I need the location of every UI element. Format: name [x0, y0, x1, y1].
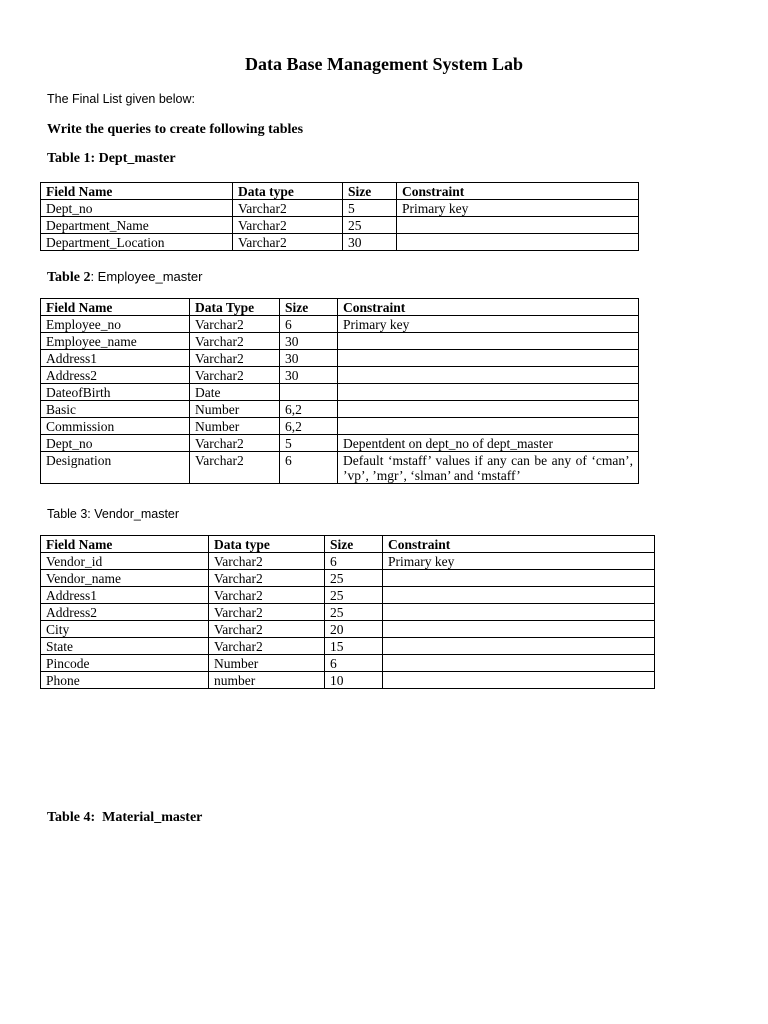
table-cell: Varchar2 [233, 234, 343, 251]
table2-label-prefix: Table 2 [47, 270, 91, 285]
table-cell: Address2 [41, 604, 209, 621]
header-cell: Data type [209, 536, 325, 553]
table-cell: State [41, 638, 209, 655]
table-cell: 20 [325, 621, 383, 638]
table-cell: Primary key [383, 553, 655, 570]
table-cell: 25 [325, 587, 383, 604]
table-cell: Commission [41, 418, 190, 435]
table-header-row [41, 183, 639, 200]
header-cell: Size [280, 299, 338, 316]
table-cell: 25 [325, 604, 383, 621]
table-cell: 6 [280, 316, 338, 333]
table-cell: 5 [343, 200, 397, 217]
table3-label: Table 3: Vendor_master [47, 507, 180, 521]
table-row [41, 638, 655, 655]
table4-label: Table 4: Material_master [47, 810, 203, 825]
table-cell: Varchar2 [190, 367, 280, 384]
table-row [41, 234, 639, 251]
table-cell: 15 [325, 638, 383, 655]
table-cell: Employee_name [41, 333, 190, 350]
table-cell [338, 418, 639, 435]
table-cell [383, 655, 655, 672]
table-cell: DateofBirth [41, 384, 190, 401]
table-cell: Varchar2 [233, 200, 343, 217]
table-cell: Varchar2 [190, 452, 280, 484]
header-cell: Field Name [41, 299, 190, 316]
table-cell [338, 333, 639, 350]
header-cell: Field Name [41, 183, 233, 200]
table1-label [47, 151, 176, 167]
table-cell: Address1 [41, 587, 209, 604]
table-cell: 6 [280, 452, 338, 484]
table-cell [397, 234, 639, 251]
table-row [41, 604, 655, 621]
table-row [41, 333, 639, 350]
table-row [41, 316, 639, 333]
table-row [41, 367, 639, 384]
table2-label [47, 269, 202, 286]
header-cell: Field Name [41, 536, 209, 553]
instruction-heading: Write the queries to create following tables [47, 122, 304, 137]
header-cell: Size [325, 536, 383, 553]
table-cell: Depentdent on dept_no of dept_master [338, 435, 639, 452]
table-row [41, 384, 639, 401]
table1-label-name: Dept_master [98, 151, 176, 166]
table-cell: Dept_no [41, 200, 233, 217]
table-cell: 6 [325, 655, 383, 672]
table-row [41, 621, 655, 638]
table-cell: Varchar2 [190, 333, 280, 350]
table-cell: 5 [280, 435, 338, 452]
table-cell: Varchar2 [209, 604, 325, 621]
table-row [41, 200, 639, 217]
document-title: Data Base Management System Lab [245, 54, 523, 74]
table-cell: Primary key [338, 316, 639, 333]
table-row [41, 452, 639, 484]
table-cell [338, 384, 639, 401]
table1-label-prefix: Table 1: [47, 151, 96, 166]
table-cell: Phone [41, 672, 209, 689]
table2-label-name: : Employee_master [90, 269, 203, 284]
table-cell [383, 621, 655, 638]
table-cell: Dept_no [41, 435, 190, 452]
table-cell [383, 570, 655, 587]
table-cell: Varchar2 [209, 587, 325, 604]
table-cell [338, 367, 639, 384]
header-cell: Data Type [190, 299, 280, 316]
table-header-row [41, 536, 655, 553]
table-row [41, 217, 639, 234]
table-cell: Varchar2 [190, 435, 280, 452]
table-cell: Varchar2 [209, 638, 325, 655]
table-cell: 30 [280, 350, 338, 367]
vendor-master-table [40, 535, 655, 689]
table-row [41, 672, 655, 689]
table-cell: 25 [325, 570, 383, 587]
table-cell [383, 604, 655, 621]
table-cell [280, 384, 338, 401]
table-cell: City [41, 621, 209, 638]
table-header-row [41, 299, 639, 316]
table-cell: Employee_no [41, 316, 190, 333]
table-cell: Date [190, 384, 280, 401]
table-cell: 6,2 [280, 401, 338, 418]
header-cell: Size [343, 183, 397, 200]
table-cell: 30 [280, 333, 338, 350]
table-cell: 30 [280, 367, 338, 384]
table-cell: Number [190, 401, 280, 418]
header-cell: Constraint [383, 536, 655, 553]
table-cell [383, 638, 655, 655]
table-row [41, 435, 639, 452]
table-cell: Default ‘mstaff’ values if any can be any of ‘cman’, ’vp’, ’mgr’, ‘slman’ and ‘mstaff’ [338, 452, 639, 484]
header-cell: Data type [233, 183, 343, 200]
dept-master-table [40, 182, 639, 251]
table-row [41, 418, 639, 435]
table-cell: Varchar2 [190, 350, 280, 367]
table-cell [397, 217, 639, 234]
table-cell: 6 [325, 553, 383, 570]
table-cell [383, 587, 655, 604]
header-cell: Constraint [338, 299, 639, 316]
table-cell: Designation [41, 452, 190, 484]
table-cell: Vendor_id [41, 553, 209, 570]
table-cell: Address1 [41, 350, 190, 367]
table-cell: Pincode [41, 655, 209, 672]
table-cell: 6,2 [280, 418, 338, 435]
table-cell: 30 [343, 234, 397, 251]
table-cell: Varchar2 [209, 621, 325, 638]
table-row [41, 401, 639, 418]
table-row [41, 587, 655, 604]
table-cell: Department_Location [41, 234, 233, 251]
header-cell: Constraint [397, 183, 639, 200]
table-cell: Number [190, 418, 280, 435]
table-cell [383, 672, 655, 689]
table-cell: Varchar2 [233, 217, 343, 234]
table-cell [338, 401, 639, 418]
intro-text: The Final List given below: [47, 92, 195, 106]
table-cell: number [209, 672, 325, 689]
table-cell: Basic [41, 401, 190, 418]
table-cell: Vendor_name [41, 570, 209, 587]
table-cell: 10 [325, 672, 383, 689]
table-cell: Address2 [41, 367, 190, 384]
table-cell: 25 [343, 217, 397, 234]
table-cell: Varchar2 [209, 553, 325, 570]
table-cell: Department_Name [41, 217, 233, 234]
table-row [41, 553, 655, 570]
table-cell: Number [209, 655, 325, 672]
table-cell [338, 350, 639, 367]
table-cell: Primary key [397, 200, 639, 217]
table-cell: Varchar2 [209, 570, 325, 587]
table-cell: Varchar2 [190, 316, 280, 333]
table-row [41, 655, 655, 672]
table-row [41, 570, 655, 587]
employee-master-table [40, 298, 639, 484]
table-row [41, 350, 639, 367]
